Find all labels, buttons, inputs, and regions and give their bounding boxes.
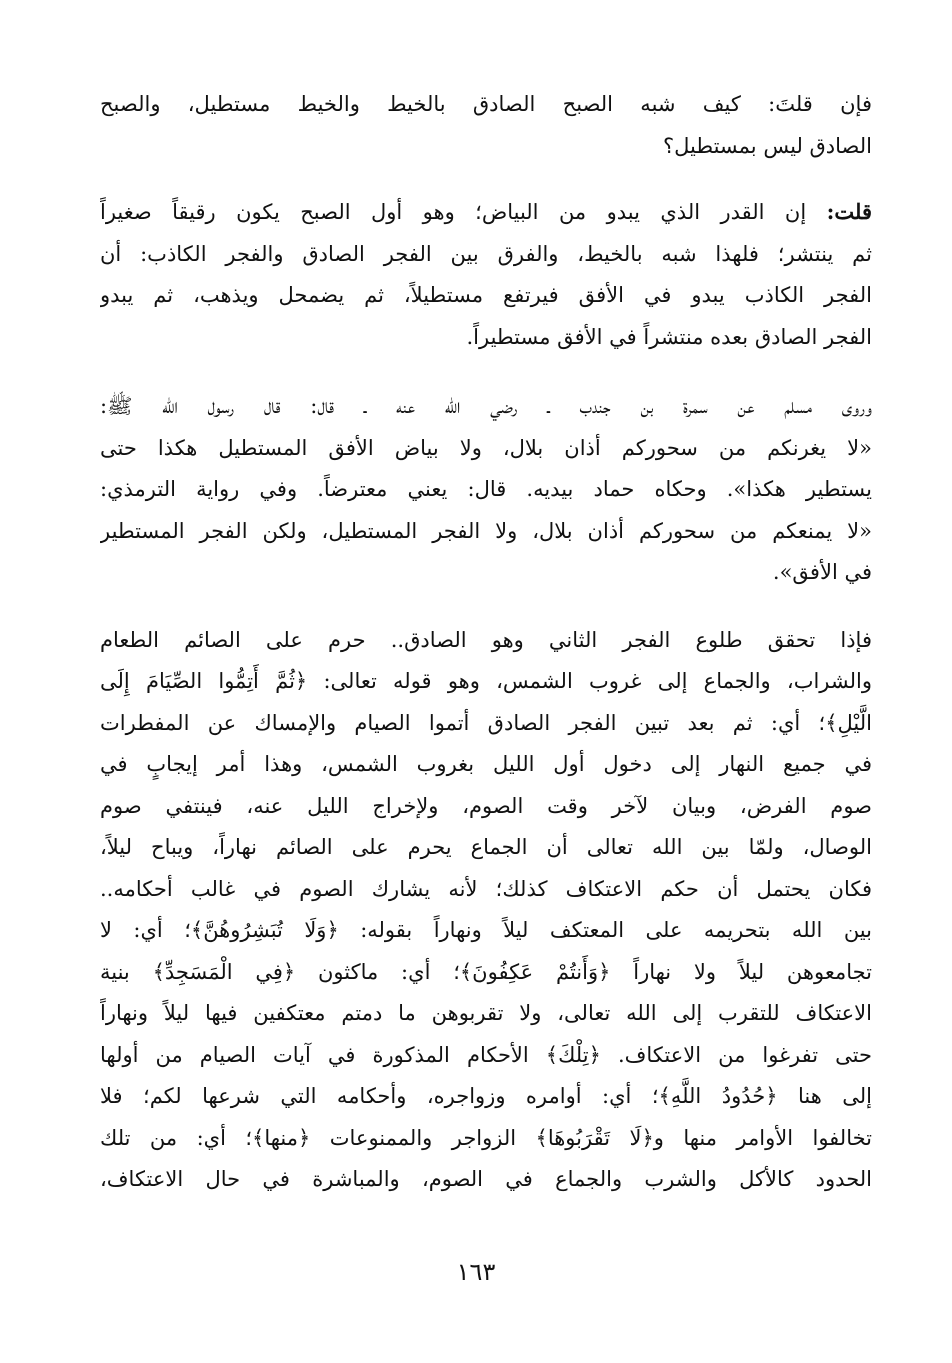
text-line: إلى هنا ﴿حُدُودُ اللَّهِ﴾؛ أي: أوامره وزواجره، وأحكامه التي شرعها لكم؛ فلا	[100, 1084, 872, 1108]
text-fragment: إن القدر الذي يبدو من البياض؛ وهو أول الصبح يكون رقيقاً صغيراً	[100, 200, 827, 224]
text-line: ثم ينتشر؛ فلهذا شبه بالخيط، والفرق بين الفجر الصادق والفجر الكاذب: أن	[100, 241, 872, 266]
text-line	[100, 191, 872, 234]
text-line: صوم الفرض، وبيان لآخر وقت الصوم، ولإخراج الليل عنه، فينتفي صوم	[100, 793, 872, 818]
text-line: فإذا تحقق طلوع الفجر الثاني وهو الصادق.. حرم على الصائم الطعام	[100, 627, 872, 652]
text-line: «لا يغرنكم من سحوركم أذان بلال، ولا بياض الأفق المستطيل هكذا حتى	[100, 435, 872, 460]
page-body	[100, 84, 872, 1229]
text-line: بين الله بتحريمه على المعتكف ليلاً ونهاراً بقوله: ﴿وَلَا تُبَشِرُوهُنَّ﴾؛ أي: لا	[100, 918, 872, 942]
paragraph-fajr-ruling	[100, 620, 872, 1201]
text-line: الوصال، ولمّا بين الله تعالى أن الجماع يحرم على الصائم نهاراً، ويباح ليلاً،	[100, 835, 872, 859]
text-line: فكان يحتمل أن حكم الاعتكاف كذلك؛ لأنه يشارك الصوم في غالب أحكامه..	[100, 876, 872, 901]
text-line: فإن قلتَ: كيف شبه الصبح الصادق بالخيط والخيط مستطيل، والصبح	[100, 92, 872, 116]
text-line: الاعتكاف للتقرب إلى الله تعالى، ولا تقربوهن ما دمتم معتكفين فيها ليلاً ونهاراً	[100, 1001, 872, 1025]
text-line: في جميع النهار إلى دخول أول الليل بغروب الشمس، وهذا أمر إيجابٍ في	[100, 752, 872, 776]
text-line: الفجر الكاذب يبدو في الأفق فيرتفع مستطيلاً، ثم يضمحل ويذهب، ثم يبدو	[100, 283, 872, 307]
answer-lead: قلت:	[826, 199, 872, 224]
text-line: تخالفوا الأوامر منها و﴿لَا تَقْرَبُوهَا﴾ الزواجر والممنوعات ﴿منها﴾؛ أي: من تلك	[100, 1125, 872, 1150]
text-line: حتى تفرغوا من الاعتكاف. ﴿تِلْكَ﴾ الأحكام المذكورة في آيات الصيام من أولها	[100, 1042, 872, 1067]
text-line: الصادق ليس بمستطيل؟	[662, 133, 872, 158]
text-line: الفجر الصادق بعده منتشراً في الأفق مستطيراً.	[466, 324, 872, 349]
text-line: وروى مسلم عن سمرة بن جندب ـ رضي الله عنه ـ قال: قال رسول الله ﷺ:	[100, 394, 872, 418]
text-line: الَّيْلِ﴾؛ أي: ثم بعد تبين الفجر الصادق أتموا الصيام والإمساك عن المفطرات	[100, 710, 872, 735]
text-line: تجامعوهن ليلاً ولا نهاراً ﴿وَأَنتُمْ عَكِفُونَ﴾؛ أي: ماكثون ﴿فِي الْمَسَجِدِّ﴾ بنية	[100, 959, 872, 984]
paragraph-answer	[100, 191, 872, 358]
paragraph-question	[100, 84, 872, 167]
text-line: في الأفق».	[772, 560, 872, 584]
text-line: «لا يمنعكم من سحوركم أذان بلال، ولا الفجر المستطيل، ولكن الفجر المستطير	[100, 518, 872, 543]
text-line: يستطير هكذا». وحكاه حماد بيديه. قال: يعني معترضاً. وفي رواية الترمذي:	[100, 477, 872, 501]
paragraph-hadith	[100, 386, 872, 594]
text-line: والشراب، والجماع إلى غروب الشمس، وهو قوله تعالى: ﴿ثُمَّ أَتِمُّوا الصِّيَامَ إِلَى	[100, 669, 872, 693]
page-number: ١٦٣	[456, 1258, 496, 1286]
text-line: الحدود كالأكل والشرب والجماع في الصوم، والمباشرة في حال الاعتكاف،	[100, 1167, 872, 1191]
